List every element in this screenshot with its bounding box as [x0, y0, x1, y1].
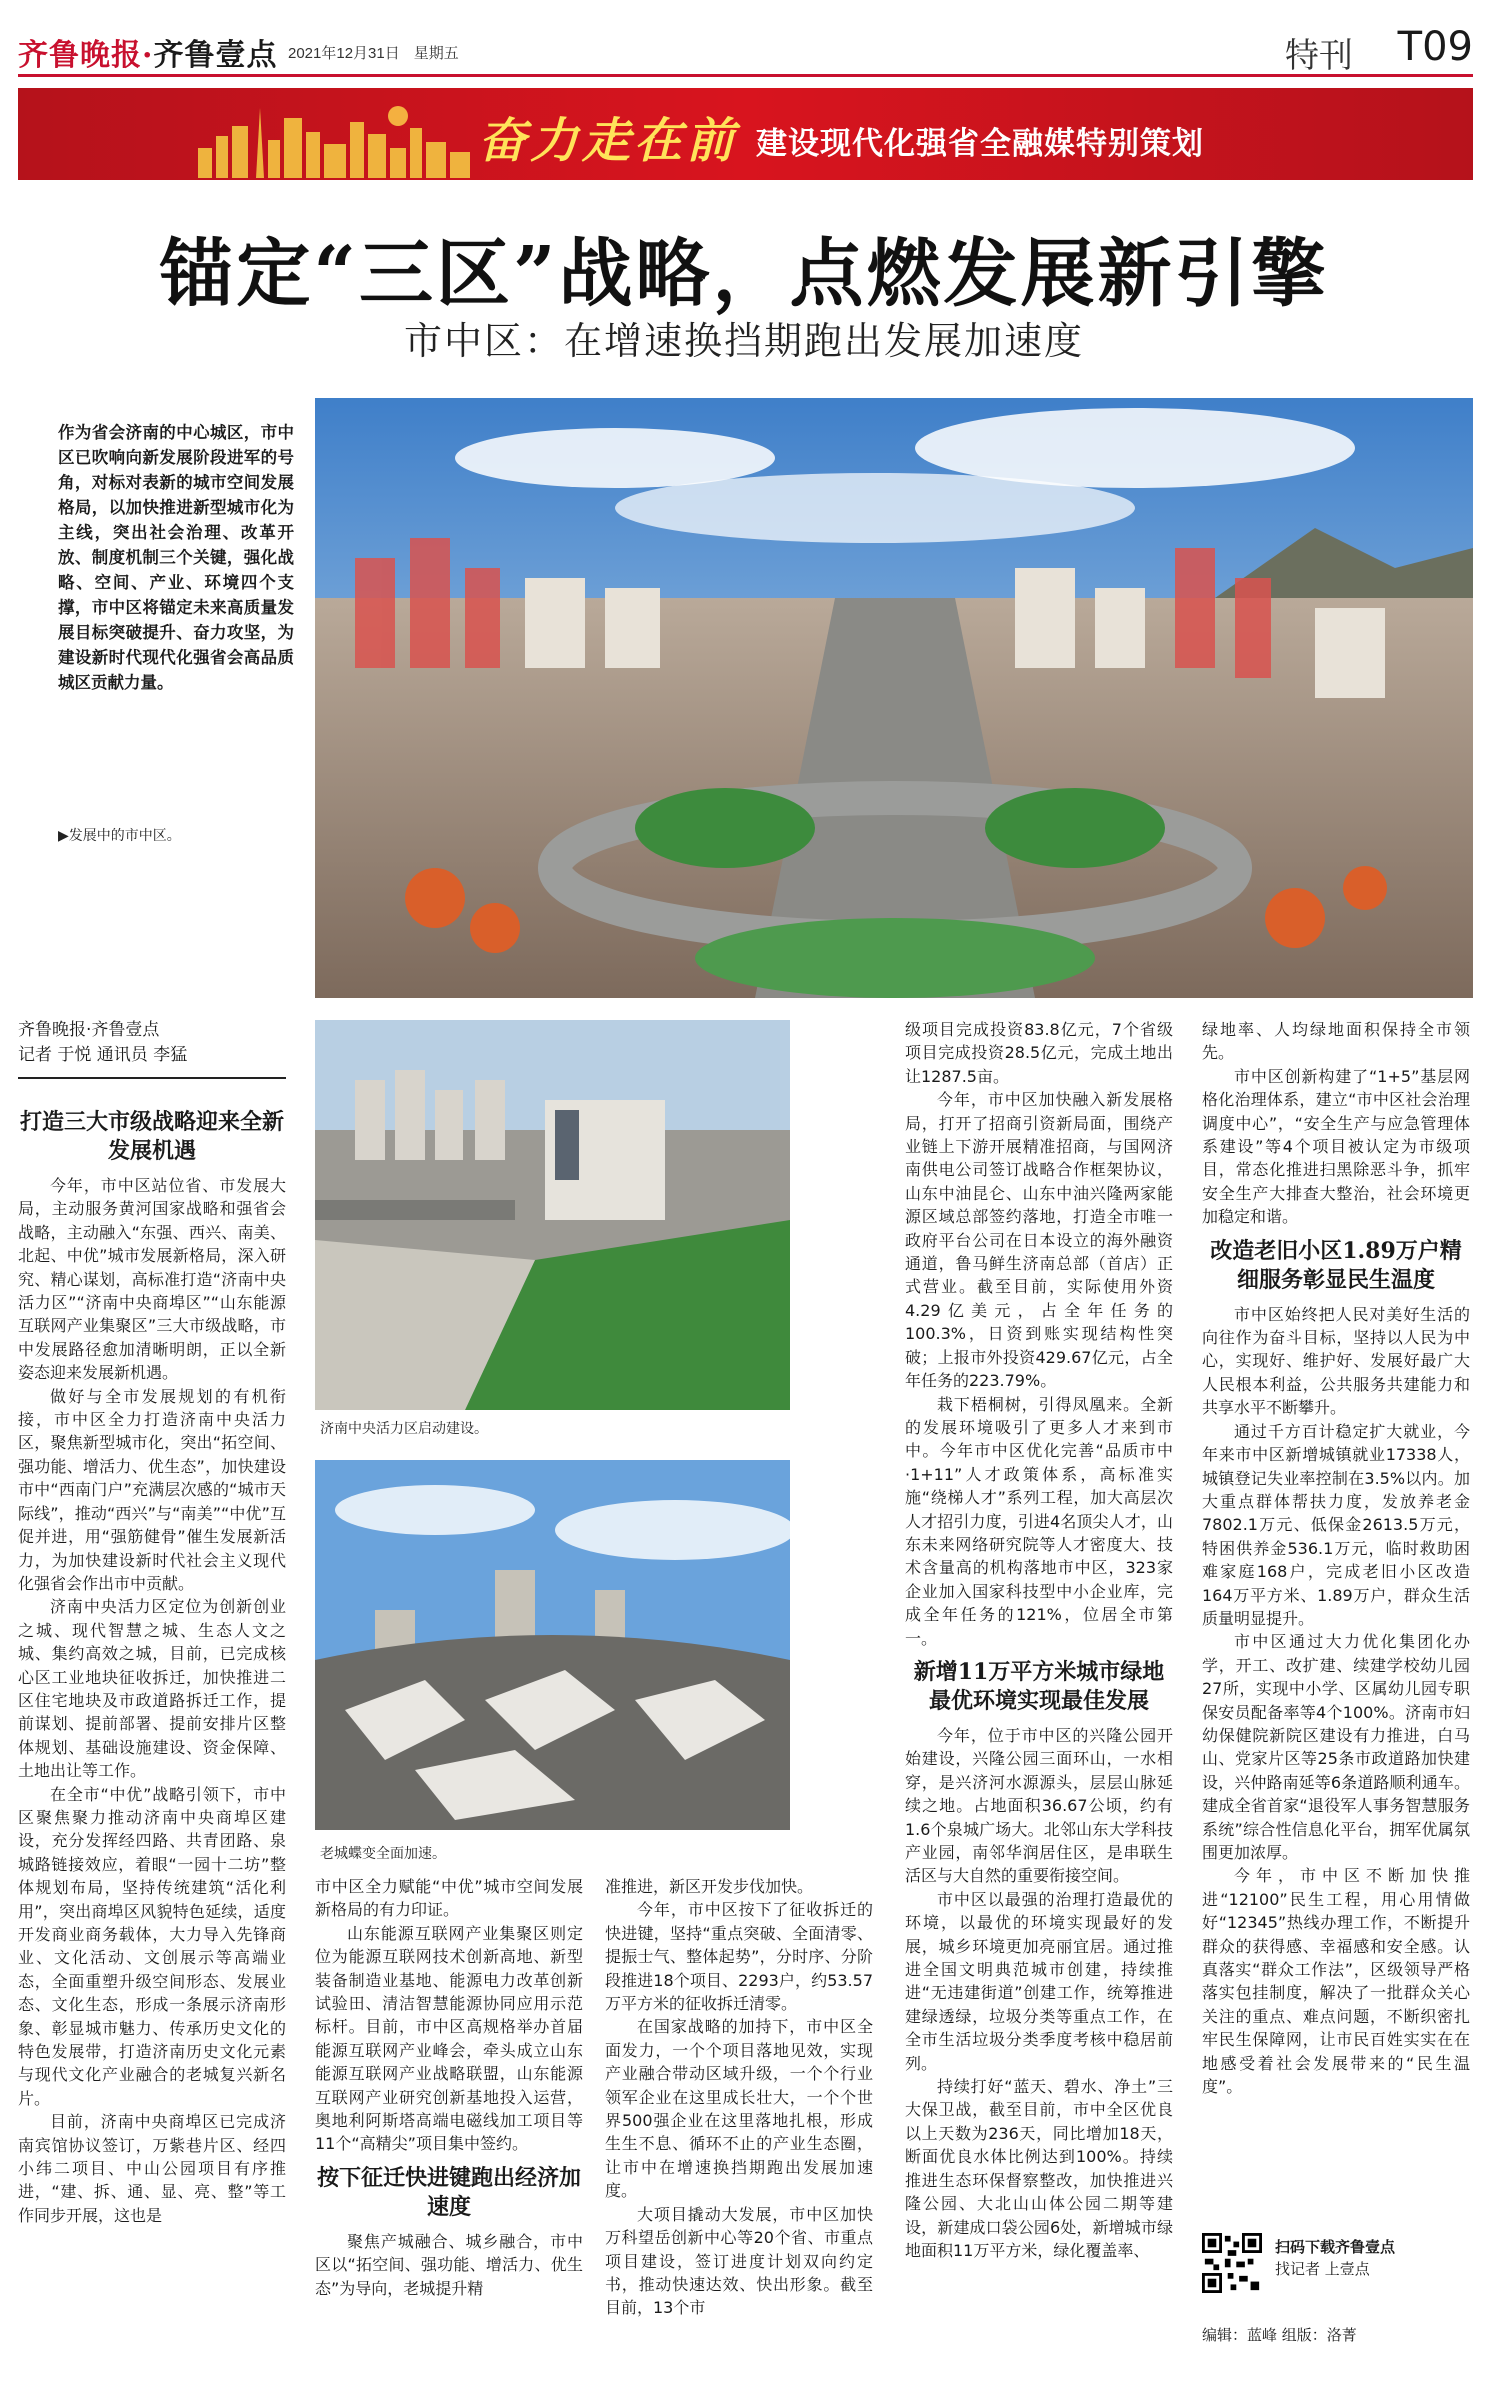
main-photo-aerial-city [315, 398, 1473, 998]
paragraph: 绿地率、人均绿地面积保持全市领先。 [1202, 1020, 1470, 1063]
weekday: 星期五 [413, 45, 459, 62]
paragraph: 做好与全市发展规划的有机衔接，市中区全力打造济南中央活力区，聚焦新型城市化，突出“拓空间、强功能、增活力、优生态”，加快建设市中“西南门户”充满层次感的“城市天际线”，推动“西兴”与“南美”“中优”互促并进，用“强筋健骨”催生发展新活力，为加快建设新时代社会主义现代化强省会作出市中贡献。 [18, 1386, 286, 1593]
paper-name: 齐鲁晚报 [18, 38, 142, 73]
paragraph: 市中区全力赋能“中优”城市空间发展新格局的有力印证。 [315, 1877, 583, 1920]
paper-logo: 齐鲁晚报·齐鲁壹点 [18, 38, 278, 73]
byline [18, 1018, 187, 1068]
campaign-banner [18, 88, 1473, 180]
app-name: 齐鲁壹点 [153, 38, 278, 73]
main-headline: 锚定“三区”战略，点燃发展新引擎 [159, 231, 1329, 317]
date-line [288, 42, 459, 63]
photo-central-vitality-district [315, 1020, 790, 1410]
main-photo-caption: ▶发展中的市中区。 [58, 828, 181, 844]
section-subhead-3: 新增11万平方米城市绿地最优环境实现最佳发展 [913, 1658, 1165, 1714]
paragraph: 准推进，新区开发步伐加快。 [605, 1877, 814, 1896]
lead-paragraph: 作为省会济南的中心城区，市中区已吹响向新发展阶段进军的号角，对标对表新的城市空间发展格局，以加快推进新型城市化为主线，突出社会治理、改革开放、制度机制三个关键，强化战略、空间、产业、环境四个支撑，市中区将锚定未来高质量发展目标突破提升、奋力攻坚，为建设新时代现代化强省会高品质城区贡献力量。 [58, 423, 294, 692]
paragraph: 今年，市中区按下了征收拆迁的快进键，坚持“重点突破、全面清零、提振士气、整体起势”，分时序、分阶段推进18个项目、2293户，约53.57万平方米的征收拆迁清零。 [605, 1900, 873, 2014]
qr-sub-label: 找记者 上壹点 [1275, 2260, 1370, 2278]
paragraph: 通过千方百计稳定扩大就业，今年来市中区新增城镇就业17338人，城镇登记失业率控制在3.5%以内。加大重点群体帮扶力度，发放养老金7802.1万元、低保金2613.5万元，特困供养金536.1万元，临时救助困难家庭168户，完成老旧小区改造164万平方米、1.89万户，群众生活质量明显提升。 [1202, 1421, 1470, 1628]
section-subhead-2: 按下征迁快进键跑出经济加速度 [316, 2164, 581, 2220]
banner-slogan: 奋力走在前 [478, 113, 739, 169]
article-column-3 [605, 1875, 873, 2320]
paragraph: 今年，市中区加快融入新发展格局，打开了招商引资新局面，围绕产业链上下游开展精准招商，与国网济南供电公司签订战略合作框架协议，山东中油昆仑、山东中油兴隆两家能源区域总部签约落地，打造全市唯一政府平台公司在日本设立的海外融资通道，鲁马鲜生济南总部（首店）正式营业。截至目前，实际使用外资4.29亿美元，占全年任务的100.3%，日资到账实现结构性突破；上报市外投资429.67亿元，占全年任务的223.79%。 [905, 1090, 1173, 1391]
paragraph: 今年，位于市中区的兴隆公园开始建设，兴隆公园三面环山，一水相穿，是兴济河水源源头，层层山脉延续之地。占地面积36.67公顷，约有1.6个泉城广场大。北邻山东大学科技产业园，南邻华润居住区，是串联生活区与大自然的重要衔接空间。 [905, 1725, 1173, 1886]
paragraph: 持续打好“蓝天、碧水、净土”三大保卫战，截至目前，市中全区优良以上天数为236天，同比增加18天，断面优良水体比例达到100%。持续推进生态环保督察整改，加快推进兴隆公园、大北山山体公园二期等建设，新建成口袋公园6处，新增城市绿地面积11万平方米，绿化覆盖率、 [905, 2077, 1173, 2260]
article-column-2 [315, 1875, 583, 2300]
masthead [18, 22, 1473, 77]
article-column-5 [1202, 1018, 1470, 2098]
section-subhead-1: 打造三大市级战略迎来全新发展机遇 [19, 1109, 284, 1164]
paragraph: 聚焦产城融合、城乡融合，市中区以“拓空间、强功能、增活力、优生态”为导向，老城提升精 [315, 2231, 583, 2298]
section-subhead-4: 改造老旧小区1.89万户精细服务彰显民生温度 [1210, 1237, 1462, 1293]
paragraph: 市中区通过大力优化集团化办学，开工、改扩建、续建学校幼儿园27所，实现中小学、区属幼儿园专职保安员配备率等4个100%。济南市妇幼保健院新院区建设有力推进，白马山、党家片区等25条市政道路加快建设，兴仲路南延等6条道路顺利通车。建成全省首家“退役军人事务智慧服务系统”综合性信息化平台，拥军优属氛围更加浓厚。 [1202, 1632, 1470, 1862]
paragraph: 级项目完成投资83.8亿元，7个省级项目完成投资28.5亿元，完成土地出让1287.5亩。 [905, 1020, 1173, 1086]
skyline-illustration [198, 98, 478, 178]
article-column-4 [905, 1018, 1173, 2262]
article-column-1 [18, 1100, 286, 2227]
page-number: T09 [1397, 24, 1473, 70]
paragraph: 大项目撬动大发展，市中区加快万科望岳创新中心等20个省、市重点项目建设，签订进度计划双向约定书，推动快速达效、快出形象。截至目前，13个市 [605, 2204, 873, 2318]
photo3-caption: 老城蝶变全面加速。 [320, 1846, 446, 1862]
photo2-caption: 济南中央活力区启动建设。 [320, 1421, 488, 1437]
issue-date: 2021年12月31日 [288, 45, 400, 62]
paragraph: 市中区以最强的治理打造最优的环境，以最优的环境实现最好的发展，城乡环境更加亮丽宜居。通过推进全国文明典范城市创建，持续推进“无违建街道”创建工作，统筹推进建绿透绿，垃圾分类等重点工作，在全市生活垃圾分类季度考核中稳居前列。 [905, 1889, 1173, 2073]
editor-credits: 编辑：蓝峰 组版：洛菁 [1202, 2326, 1357, 2344]
paragraph: 在全市“中优”战略引领下，市中区聚焦聚力推动济南中央商埠区建设，充分发挥经四路、共青团路、泉城路链接效应，着眼“一园十二坊”整体规划布局，坚持传统建筑“活化利用”，突出商埠区风貌特色延续，适度开发商业商务载体，大力导入先锋商业、文化活动、文创展示等高端业态，全面重塑升级空间形态、发展业态、文化生态，形成一条展示济南形象、彰显城市魅力、传承历史文化的特色发展带，打造济南历史文化元素与现代文化产业融合的老城复兴新名片。 [18, 1784, 286, 2108]
banner-subtitle: 建设现代化强省全融媒特别策划 [756, 126, 1204, 162]
paragraph: 市中区始终把人民对美好生活的向往作为奋斗目标，坚持以人民为中心，实现好、维护好、发展好最广大人民根本利益，公共服务共建能力和共享水平不断攀升。 [1202, 1304, 1470, 1418]
paragraph: 今年，市中区不断加快推进“12100”民生工程，用心用情做好“12345”热线办理工作，不断提升群众的获得感、幸福感和安全感。认真落实“群众工作法”，区级领导严格落实包挂制度，解决了一批群众关心关注的重点、难点问题，不断织密扎牢民生保障网，让市民百姓实实在在地感受着社会发展带来的“民生温度”。 [1202, 1866, 1470, 2097]
paragraph: 市中区创新构建了“1+5”基层网格化治理体系，建立“市中区社会治理调度中心”，“安全生产与应急管理体系建设”等4个项目被认定为市级项目，常态化推进扫黑除恶斗争，抓牢安全生产大排查大整治，社会环境更加稳定和谐。 [1202, 1066, 1470, 1227]
byline-divider [18, 1077, 286, 1079]
qr-code-icon[interactable] [1202, 2233, 1262, 2293]
paragraph: 今年，市中区站位省、市发展大局，主动服务黄河国家战略和强省会战略，主动融入“东强、西兴、南美、北起、中优”城市发展新格局，深入研究、精心谋划，高标准打造“济南中央活力区”“济南中央商埠区”“山东能源互联网产业集聚区”三大市级战略，市中发展路径愈加清晰明朗，正以全新姿态迎来发展新机遇。 [18, 1176, 286, 1383]
section-label: 特刊 [1285, 36, 1353, 76]
outlet-name: 齐鲁晚报·齐鲁壹点 [18, 1020, 160, 1040]
sub-headline: 市中区：在增速换挡期跑出发展加速度 [403, 319, 1084, 363]
qr-download-text [1275, 2236, 1395, 2280]
qr-label: 扫码下载齐鲁壹点 [1275, 2238, 1396, 2256]
paragraph: 济南中央活力区定位为创新创业之城、现代智慧之城、生态人文之城、集约高效之城，目前，已完成核心区工业地块征收拆迁，加快推进二区住宅地块及市政道路拆迁工作，提前谋划、提前部署、提前安排片区整体规划、基础设施建设、资金保障、土地出让等工作。 [18, 1597, 286, 1781]
paragraph: 栽下梧桐树，引得凤凰来。全新的发展环境吸引了更多人才来到市中。今年市中区优化完善“品质市中·1+11”人才政策体系，高标准实施“绕梯人才”系列工程，加大高层次人才招引力度，引进4名顶尖人才，山东未来网络研究院等人才密度大、技术含量高的机构落地市中区，323家企业加入国家科技型中小企业库，完成全年任务的121%，位居全市第一。 [905, 1394, 1173, 1648]
paragraph: 山东能源互联网产业集聚区则定位为能源互联网技术创新高地、新型装备制造业基地、能源电力改革创新试验田、清洁智慧能源协同应用示范标杆。目前，市中区高规格举办首届能源互联网产业峰会，牵头成立山东能源互联网产业战略联盟，山东能源互联网产业研究创新基地投入运营，奥地利阿斯塔高端电磁线加工项目等11个“高精尖”项目集中签约。 [315, 1923, 583, 2154]
reporter-names: 记者 于悦 通讯员 李猛 [18, 1045, 188, 1065]
photo-old-city [315, 1460, 790, 1830]
paragraph: 在国家战略的加持下，市中区全面发力，一个个项目落地见效，实现产业融合带动区域升级，一个个行业领军企业在这里成长壮大，一个个世界500强企业在这里落地扎根，形成生生不息、循环不止的产业生态圈，让市中在增速换挡期跑出发展加速度。 [605, 2017, 873, 2201]
paragraph: 目前，济南中央商埠区已完成济南宾馆协议签订，万紫巷片区、经四小纬二项目、中山公园项目有序推进，“建、拆、通、显、亮、整”等工作同步开展，这也是 [18, 2112, 286, 2225]
